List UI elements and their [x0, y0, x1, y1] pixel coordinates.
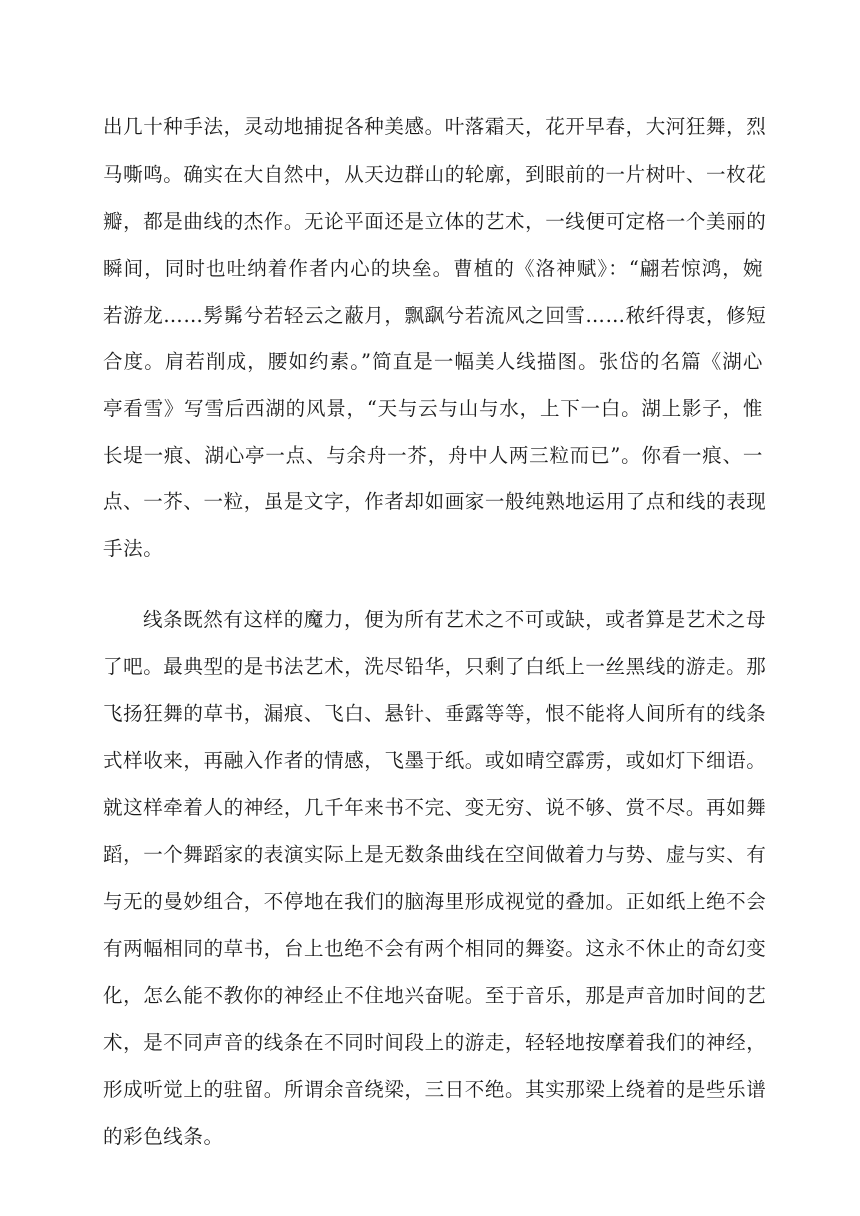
paragraph-1-line-10: 手法。 [103, 537, 164, 560]
paragraph-2-line-10: 术，是不同声音的线条在不同时间段上的游走，轻轻地按摩着我们的神经， [103, 1031, 767, 1054]
paragraph-1-line-7: 亭看雪》写雪后西湖的风景，“天与云与山与水，上下一白。湖上影子，惟 [103, 397, 763, 420]
paragraph-2-line-3: 飞扬狂舞的草书，漏痕、飞白、悬针、垂露等等，恨不能将人间所有的线条 [103, 702, 767, 725]
paragraph-2-line-6: 蹈，一个舞蹈家的表演实际上是无数条曲线在空间做着力与势、虚与实、有 [103, 843, 767, 866]
paragraph-2-line-11: 形成听觉上的驻留。所谓余音绕梁，三日不绝。其实那梁上绕着的是些乐谱 [103, 1078, 767, 1101]
paragraph-1-line-3: 瓣，都是曲线的杰作。无论平面还是立体的艺术，一线便可定格一个美丽的 [103, 210, 767, 233]
paragraph-2-line-9: 化，怎么能不教你的神经止不住地兴奋呢。至于音乐，那是声音加时间的艺 [103, 984, 767, 1007]
paragraph-1-line-1: 出几十种手法，灵动地捕捉各种美感。叶落霜天，花开早春，大河狂舞，烈 [103, 115, 767, 138]
paragraph-1-line-8: 长堤一痕、湖心亭一点、与余舟一芥，舟中人两三粒而已”。你看一痕、一 [103, 444, 763, 467]
paragraph-2-line-7: 与无的曼妙组合，不停地在我们的脑海里形成视觉的叠加。正如纸上绝不会 [103, 890, 767, 913]
paragraph-1-line-5: 若游龙……髣髴兮若轻云之蔽月，飘飖兮若流风之回雪……秾纤得衷，修短 [103, 304, 767, 327]
paragraph-2-line-12: 的彩色线条。 [103, 1125, 224, 1148]
paragraph-2-line-8: 有两幅相同的草书，台上也绝不会有两个相同的舞姿。这永不休止的奇幻变 [103, 937, 767, 960]
paragraph-2-line-5: 就这样牵着人的神经，几千年来书不完、变无穷、说不够、赏不尽。再如舞 [103, 796, 767, 819]
paragraph-2-line-2: 了吧。最典型的是书法艺术，洗尽铅华，只剩了白纸上一丝黑线的游走。那 [103, 655, 767, 678]
paragraph-1-line-4: 瞬间，同时也吐纳着作者内心的块垒。曹植的《洛神赋》：“翩若惊鸿，婉 [103, 257, 763, 280]
paragraph-1-line-9: 点、一芥、一粒，虽是文字，作者却如画家一般纯熟地运用了点和线的表现 [103, 490, 767, 513]
paragraph-1-line-6: 合度。肩若削成，腰如约素。”简直是一幅美人线描图。张岱的名篇《湖心 [103, 350, 763, 373]
paragraph-2-line-4: 式样收来，再融入作者的情感，飞墨于纸。或如晴空霹雳，或如灯下细语。 [103, 749, 767, 772]
paragraph-1-line-2: 马嘶鸣。确实在大自然中，从天边群山的轮廓，到眼前的一片树叶、一枚花 [103, 163, 767, 186]
paragraph-2-line-1: 线条既然有这样的魔力，便为所有艺术之不可或缺，或者算是艺术之母 [143, 608, 767, 631]
